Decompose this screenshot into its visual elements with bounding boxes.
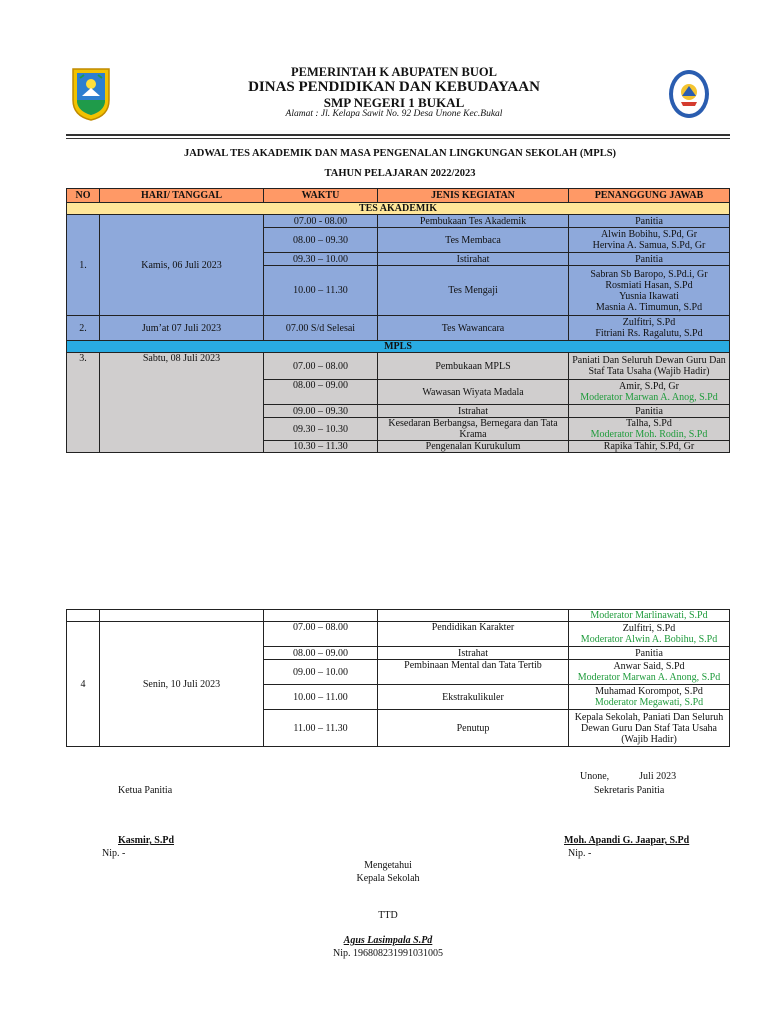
pj-name: Talha, S.Pd [626,418,672,429]
row-activity: Istrahat [378,647,569,660]
head-signer-nip: Nip. 196808231991031005 [333,948,443,959]
row-time: 07.00 – 08.00 [264,622,378,647]
pj-name: Alwin Bobihu, S.Pd, Gr [600,229,698,240]
row-time: 08.00 – 09.00 [264,647,378,660]
row-pj [569,660,730,685]
row-activity: Pembukaan Tes Akademik [378,215,569,228]
table-header-row [67,189,730,203]
right-signer-name: Moh. Apandi G. Jaapar, S.Pd [564,835,690,846]
pj-moderator: Moderator Marwan A. Anog, S.Pd [580,392,718,403]
header-school: SMP NEGERI 1 BUKAL [323,95,465,110]
row-pj [569,380,730,405]
row-pj: Paniati Dan Seluruh Dewan Guru Dan Staf Tata Usaha (Wajib Hadir) [569,353,730,380]
table-row [67,316,730,341]
row-time: 09.30 – 10.00 [264,253,378,266]
right-signer-nip: Nip. - [568,848,592,859]
row-pj [569,418,730,441]
row-pj: Panitia [569,647,730,660]
table-row [67,622,730,647]
pj-name: Muhamad Korompot, S.Pd [595,686,703,697]
row-time: 08.00 – 09.00 [264,380,378,405]
section-row [67,203,730,215]
row-pj [569,228,730,253]
col-no: NO [67,189,100,203]
document-title: JADWAL TES AKADEMIK DAN MASA PENGENALAN LINGKUNGAN SEKOLAH (MPLS) [183,148,617,159]
row-date: Sabtu, 08 Juli 2023 [100,353,264,453]
pj-name: Masnia A. Timumun, S.Pd [595,301,703,313]
section-mpls: MPLS [67,341,730,353]
pj-name: Amir, S.Pd, Gr [619,381,679,392]
col-pj: PENANGGUNG JAWAB [569,189,730,203]
row-date: Kamis, 06 Juli 2023 [100,215,264,316]
row-time: 08.00 – 09.30 [264,228,378,253]
row-time: 10.00 – 11.00 [264,685,378,710]
col-activity: JENIS KEGIATAN [378,189,569,203]
pj-moderator: Moderator Marwan A. Anong, S.Pd [577,672,721,683]
row-pj [569,685,730,710]
col-date: HARI/ TANGGAL [100,189,264,203]
pj-moderator: Moderator Megawati, S.Pd [594,697,704,708]
row-activity: Tes Membaca [378,228,569,253]
row-activity: Pembukaan MPLS [378,353,569,380]
schedule-table [66,188,730,453]
row-time: 09.00 – 10.00 [264,660,378,685]
row-activity: Tes Wawancara [378,316,569,341]
pj-name: Hervina A. Samua, S.Pd, Gr [592,240,706,251]
row-pj [569,266,730,316]
row-time: 09.30 – 10.30 [264,418,378,441]
document-year: TAHUN PELAJARAN 2022/2023 [324,168,476,179]
pj-name: Rosmiati Hasan, S.Pd [605,279,693,291]
head-signer-name: Agus Lasimpala S.Pd [343,935,433,946]
row-activity: Penutup [378,710,569,747]
row-time: 09.00 – 09.30 [264,405,378,418]
row-activity: Ekstrakulikuler [378,685,569,710]
row-pj: Kepala Sekolah, Paniati Dan Seluruh Dewan Guru Dan Staf Tata Usaha (Wajib Hadir) [569,710,730,747]
pj-moderator: Moderator Moh. Rodin, S.Pd [590,429,708,440]
header-address: Alamat : Jl. Kelapa Sawit No. 92 Desa Unone Kec.Bukal [285,109,503,119]
header-divider [66,134,730,136]
row-time: 07.00 S/d Selesai [264,316,378,341]
row-pj [569,622,730,647]
pj-moderator: Moderator Alwin A. Bobihu, S.Pd [580,634,718,645]
row-no: 1. [67,215,100,316]
pj-moderator: Moderator Marlinawati, S.Pd [569,610,730,622]
row-time: 07.00 – 08.00 [264,353,378,380]
left-signer-nip: Nip. - [102,848,126,859]
ttd-mark: TTD [378,910,398,921]
row-no: 2. [67,316,100,341]
row-time: 11.00 – 11.30 [264,710,378,747]
row-pj [569,316,730,341]
row-activity: Tes Mengaji [378,266,569,316]
row-activity: Wawasan Wiyata Madala [378,380,569,405]
section-akademik: TES AKADEMIK [67,203,730,215]
row-activity: Pembinaan Mental dan Tata Tertib [378,660,569,685]
row-time: 10.30 – 11.30 [264,441,378,453]
head-role: Kepala Sekolah [356,873,420,884]
pj-name: Zulfitri, S.Pd [622,317,676,328]
header-divider-thin [66,138,730,139]
row-activity: Pendidikan Karakter [378,622,569,647]
left-signer-name: Kasmir, S.Pd [118,835,175,846]
row-activity: Pengenalan Kurukulum [378,441,569,453]
pj-name: Fitriani Rs. Ragalutu, S.Pd [595,328,703,339]
row-activity: Istrahat [378,405,569,418]
row-activity: Istirahat [378,253,569,266]
left-role: Ketua Panitia [118,785,173,796]
place-date: Unone, Juli 2023 [580,771,677,782]
known-label: Mengetahui [364,860,412,871]
schedule-table-continued [66,609,730,747]
table-row [67,215,730,228]
row-time: 10.00 – 11.30 [264,266,378,316]
header-government: PEMERINTAH K ABUPATEN BUOL [291,65,497,79]
pj-name: Sabran Sb Baropo, S.Pd.i, Gr [590,268,708,280]
table-row [67,610,730,622]
pj-name: Yusnia Ikawati [619,290,679,302]
pj-name: Anwar Said, S.Pd [613,661,685,672]
row-time: 07.00 - 08.00 [264,215,378,228]
row-pj: Rapika Tahir, S.Pd, Gr [569,441,730,453]
pj-name: Zulfitri, S.Pd [622,623,676,634]
header-office: DINAS PENDIDIKAN DAN KEBUDAYAAN [248,79,540,95]
section-row [67,341,730,353]
row-no: 3. [67,353,100,453]
col-time: WAKTU [264,189,378,203]
row-activity: Kesedaran Berbangsa, Bernegara dan Tata Krama [378,418,569,441]
row-pj: Panitia [569,253,730,266]
row-pj: Panitia [569,405,730,418]
right-role: Sekretaris Panitia [594,785,665,796]
row-date: Jum’at 07 Juli 2023 [100,316,264,341]
row-pj: Panitia [569,215,730,228]
row-no: 4 [67,622,100,747]
row-date: Senin, 10 Juli 2023 [100,622,264,747]
